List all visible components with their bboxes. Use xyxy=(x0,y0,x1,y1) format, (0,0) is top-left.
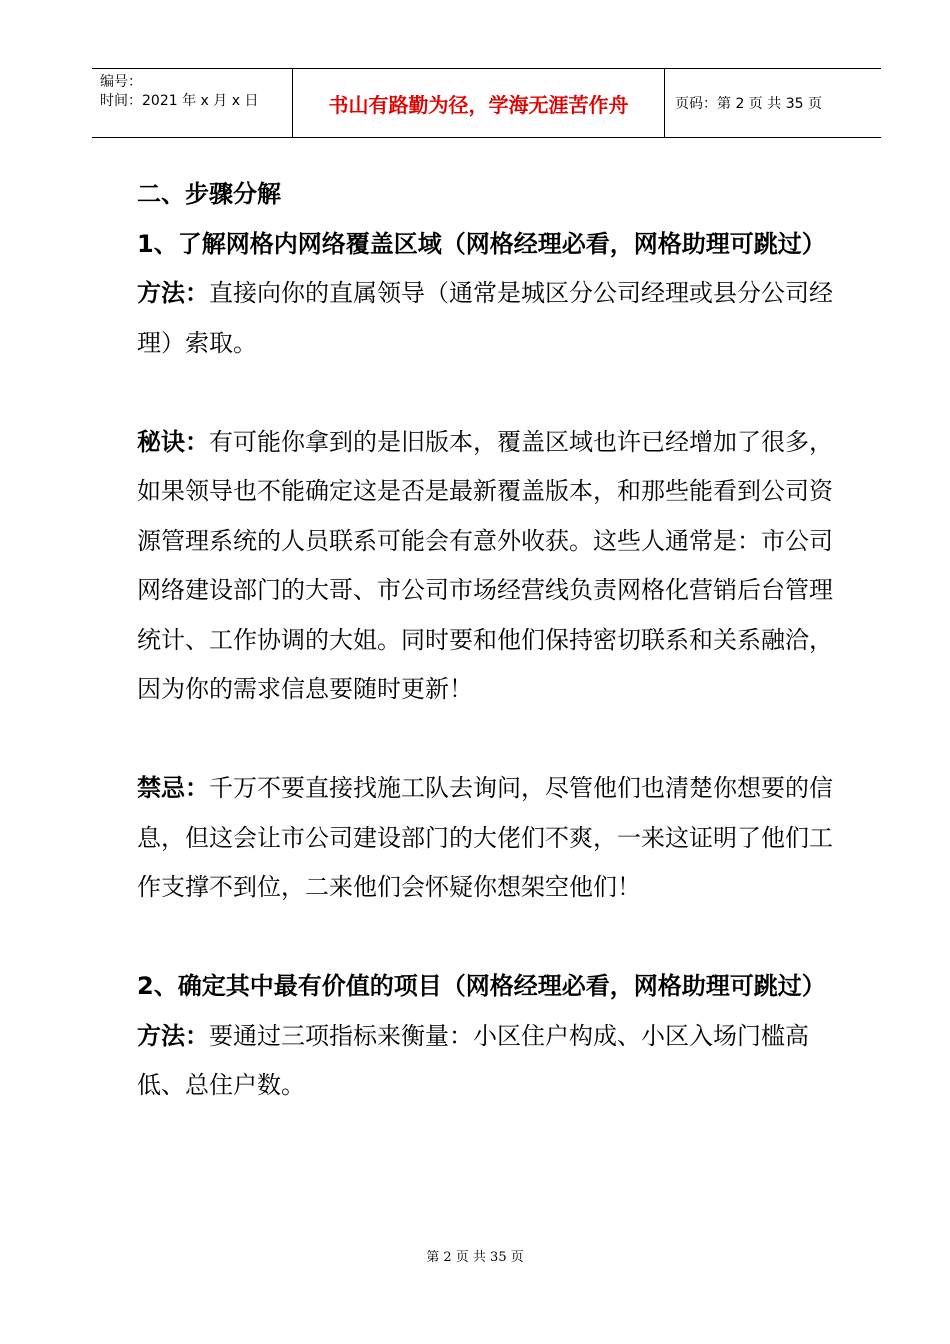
item2-method-text: 要通过三项指标来衡量：小区住户构成、小区入场门槛高低、总住户数。 xyxy=(137,1021,809,1099)
spacer xyxy=(137,715,837,765)
item2-heading: 2、确定其中最有价值的项目（网格经理必看，网格助理可跳过） xyxy=(137,972,826,1000)
header-motto: 书山有路勤为径，学海无涯苦作舟 xyxy=(293,69,665,137)
item1-taboo xyxy=(137,764,837,913)
item1-tip-text: 有可能你拿到的是旧版本，覆盖区域也许已经增加了很多，如果领导也不能确定这是否是最新覆盖版本，和那些能看到公司资源管理系统的人员联系可能会有意外收获。这些人通常是：市公司网络建设部门的大哥、市公司市场经营线负责网格化营销后台管理统计、工作协调的大姐。同时要和他们保持密切联系和关系融洽，因为你的需求信息要随时更新！ xyxy=(137,427,833,703)
header-time: 时间：2021 年 x 月 x 日 xyxy=(100,93,259,109)
item1-method-text: 直接向你的直属领导（通常是城区分公司经理或县分公司经理）索取。 xyxy=(137,279,833,357)
page-footer: 第 2 页 共 35 页 xyxy=(426,1250,524,1265)
item1-heading: 1、了解网格内网络覆盖区域（网格经理必看，网格助理可跳过） xyxy=(137,229,826,258)
page-header xyxy=(92,68,881,138)
item1-method xyxy=(137,269,837,368)
item1-taboo-text: 千万不要直接找施工队去询问，尽管他们也清楚你想要的信息，但这会让市公司建设部门的大佬们不爽，一来这证明了他们工作支撑不到位，二来他们会怀疑你想架空他们！ xyxy=(137,774,833,901)
header-meta xyxy=(92,69,293,137)
header-page-info: 页码：第 2 页 共 35 页 xyxy=(675,96,822,112)
item1-taboo-label: 禁忌： xyxy=(137,774,209,802)
section-title: 二、步骤分解 xyxy=(137,180,281,208)
item1-tip xyxy=(137,418,837,715)
item1-tip-label: 秘诀： xyxy=(137,427,209,456)
header-number: 编号： xyxy=(100,74,142,90)
item2-method xyxy=(137,1012,837,1111)
item2-method-label: 方法： xyxy=(137,1021,209,1050)
spacer xyxy=(137,368,837,418)
item1-method-label: 方法： xyxy=(137,279,209,307)
spacer xyxy=(137,913,837,963)
document-body xyxy=(137,170,837,1111)
